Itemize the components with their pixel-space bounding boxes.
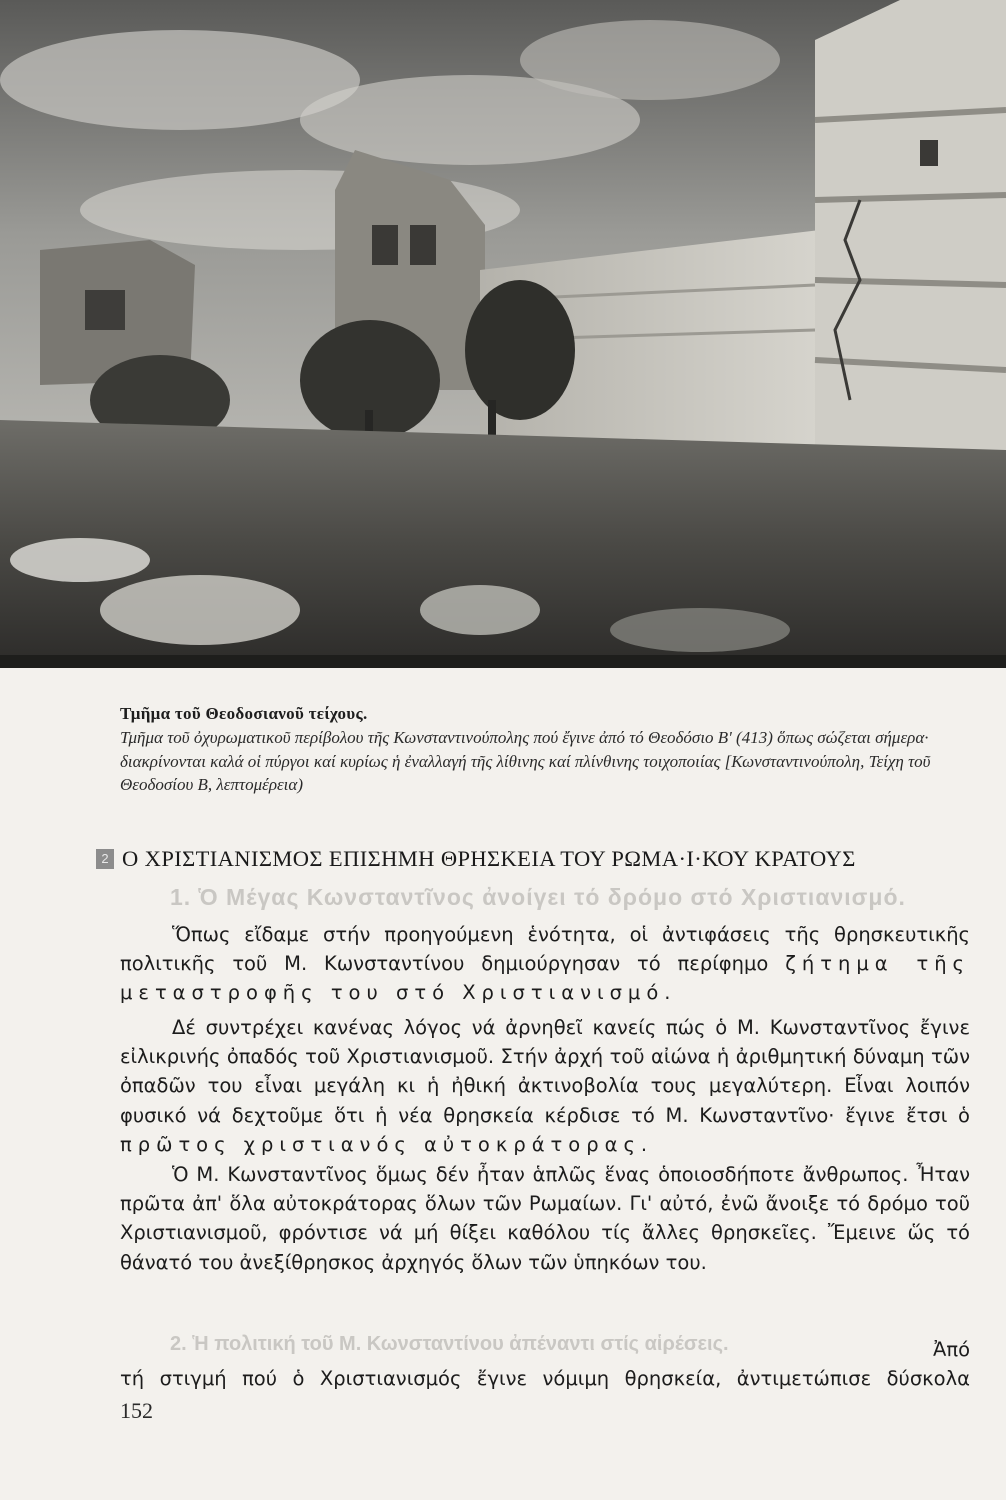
section-heading — [96, 846, 986, 876]
section-number-badge: 2 — [96, 849, 114, 869]
caption-body: Τμῆμα τοῦ ὀχυρωματικοῦ περίβολου τῆς Κωνσταντινούπολης πού ἔγινε ἀπό τό Θεοδόσιο Β' (413) ὅπως σώζεται σήμερα· διακρίνονται καλά οἱ πύργοι καί κυρίως ἡ ἐναλλαγή τῆς λίθινης καί πλίνθινης τοιχοποιίας [Κωνσταντινούπολη, Τείχη τοῦ Θεοδοσίου Β, λεπτομέρεια) — [120, 728, 931, 794]
paragraph-3: Ὁ Μ. Κωνσταντῖνος ὅμως δέν ἦταν ἁπλῶς ἕνας ὁποιοσδήποτε ἄνθρωπος. Ἦταν πρῶτα ἀπ' ὅλα αὐτοκράτορας ὅλων τῶν Ρωμαίων. Γι' αὐτό, ἐνῶ ἄνοιξε τό δρόμο τοῦ Χριστιανισμοῦ, φρόντισε νά μή θίξει καθόλου τίς ἄλλες θρησκεῖες. Ἔμεινε ὥς τό θάνατό του ἀνεξίθρησκος ἀρχηγός ὅλων τῶν ὑπηκόων του. — [120, 1163, 970, 1274]
paragraph-1-text: Ὅπως εἴδαμε στήν προηγούμενη ἑνότητα, οἱ ἀντιφάσεις τῆς θρησκευτικῆς πολιτικῆς τοῦ Μ. Κωνσταντίνου δημιούργησαν τό περίφημο — [120, 923, 970, 976]
paragraph-2 — [120, 1013, 970, 1159]
paragraph-2-text: Δέ συντρέχει κανένας λόγος νά ἀρνηθεῖ κανείς πώς ὁ Μ. Κωνσταντῖνος ἔγινε εἰλικρινής ὀπαδός τοῦ Χριστιανισμοῦ. Στήν ἀρχή τοῦ αἰώνα ἡ ἀριθμητική δύναμη τῶν ὀπαδῶν του εἶναι μεγάλη κι ἡ ἠθική ἀκτινοβολία τους μεγαλύτερη. Εἶναι λοιπόν φυσικό νά δεχτοῦμε ὅτι ἡ νέα θρησκεία κέρδισε τό Μ. Κωνσταντῖνο· ἔγινε ἔτσι ὁ — [120, 1016, 970, 1127]
page-number: 152 — [120, 1398, 153, 1423]
paragraph-1 — [120, 920, 970, 1008]
theodosian-walls-photo — [0, 0, 1006, 668]
paragraph-1-spaced-text: ζήτημα τῆς μεταστροφῆς του στό Χριστιανισμό. — [120, 952, 970, 1005]
caption-title: Τμῆμα τοῦ Θεοδοσιανοῦ τείχους. — [120, 704, 368, 723]
paragraph-4-text: τή στιγμή πού ὁ Χριστιανισμός ἔγινε νόμιμη θρησκεία, ἀντιμετώπισε δύσκολα — [120, 1367, 970, 1391]
section-title: Ο ΧΡΙΣΤΙΑΝΙΣΜΟΣ ΕΠΙΣΗΜΗ ΘΡΗΣΚΕΙΑ ΤΟΥ ΡΩΜΑ·Ι·ΚΟΥ ΚΡΑΤΟΥΣ — [122, 846, 856, 871]
subheading-2-faded: 2. Ἡ πολιτική τοῦ Μ. Κωνσταντίνου ἀπέναντι στίς αἱρέσεις. — [170, 1333, 729, 1355]
paragraph-4 — [120, 1335, 970, 1393]
paragraph-4-lead: Ἀπό — [932, 1338, 970, 1361]
subheading-1-faded: 1. Ὁ Μέγας Κωνσταντῖνος ἀνοίγει τό δρόμο στό Χριστιανισμό. — [170, 884, 906, 910]
paragraph-2-spaced-text: πρῶτος χριστιανός αὐτοκράτορας. — [120, 1132, 654, 1156]
